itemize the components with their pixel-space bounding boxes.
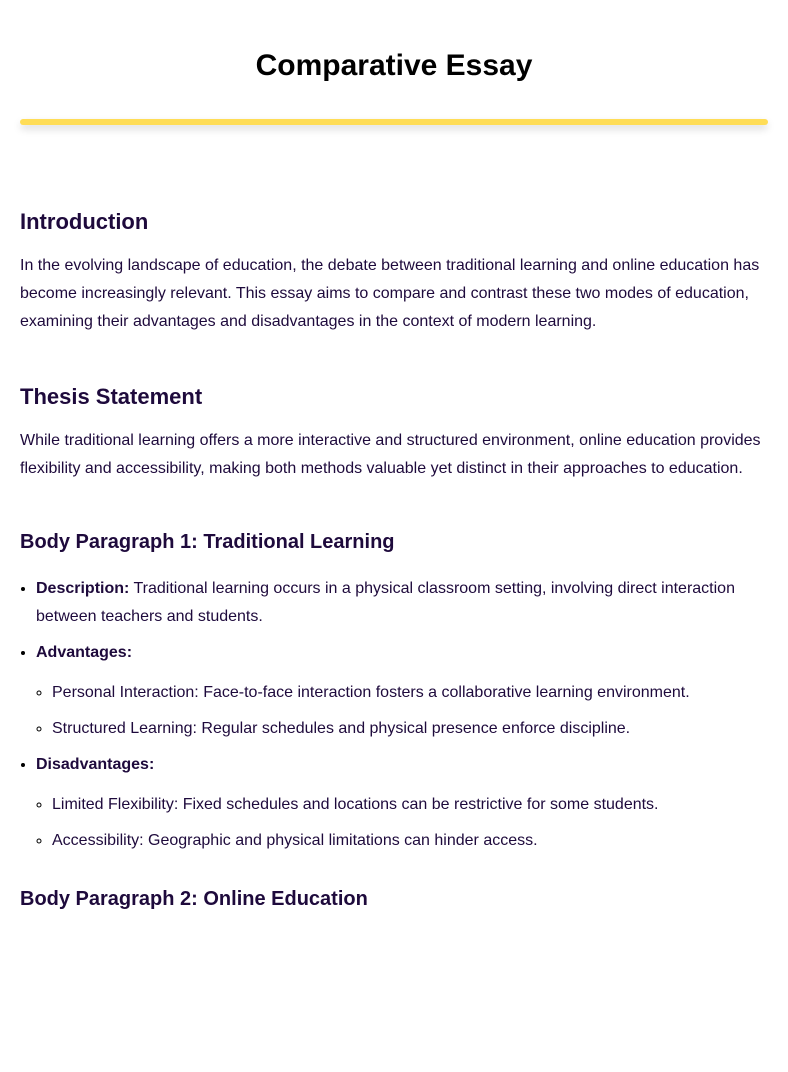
thesis-text: While traditional learning offers a more interactive and structured environment, online education provides flexibility and accessibility, making both methods valuable yet distinct in their approaches to education. [20, 432, 761, 477]
list-item: ◦ Limited Flexibility: Fixed schedules and locations can be restrictive for some students. [52, 791, 768, 819]
advantages-list [36, 679, 768, 743]
disadvantages-list [36, 791, 768, 855]
list-item-description [36, 575, 768, 631]
list-item: ◦ Personal Interaction: Face-to-face interaction fosters a collaborative learning environment. [52, 679, 768, 707]
description-label: Description: [36, 580, 130, 597]
list-item-disadvantages [36, 751, 768, 855]
title-underline-bar [20, 119, 768, 125]
body1-list [20, 575, 768, 855]
description-text: Traditional learning occurs in a physical classroom setting, involving direct interaction between teachers and students. [36, 580, 735, 625]
advantages-label: Advantages: [36, 644, 133, 661]
body1-heading: Body Paragraph 1: Traditional Learning [20, 531, 395, 553]
intro-text: In the evolving landscape of education, the debate between traditional learning and online education has become increasingly relevant. This essay aims to compare and contrast these two modes of education, examining their advantages and disadvantages in the context of modern learning. [20, 257, 760, 330]
page-title: Comparative Essay [255, 49, 533, 82]
list-item: ◦ Accessibility: Geographic and physical limitations can hinder access. [52, 827, 768, 855]
body2-heading: Body Paragraph 2: Online Education [20, 888, 368, 910]
intro-heading: Introduction [20, 209, 149, 234]
list-item: ◦ Structured Learning: Regular schedules and physical presence enforce discipline. [52, 715, 768, 743]
thesis-heading: Thesis Statement [20, 384, 203, 409]
disadvantages-label: Disadvantages: [36, 756, 155, 773]
list-item-advantages [36, 639, 768, 743]
essay [0, 48, 788, 913]
